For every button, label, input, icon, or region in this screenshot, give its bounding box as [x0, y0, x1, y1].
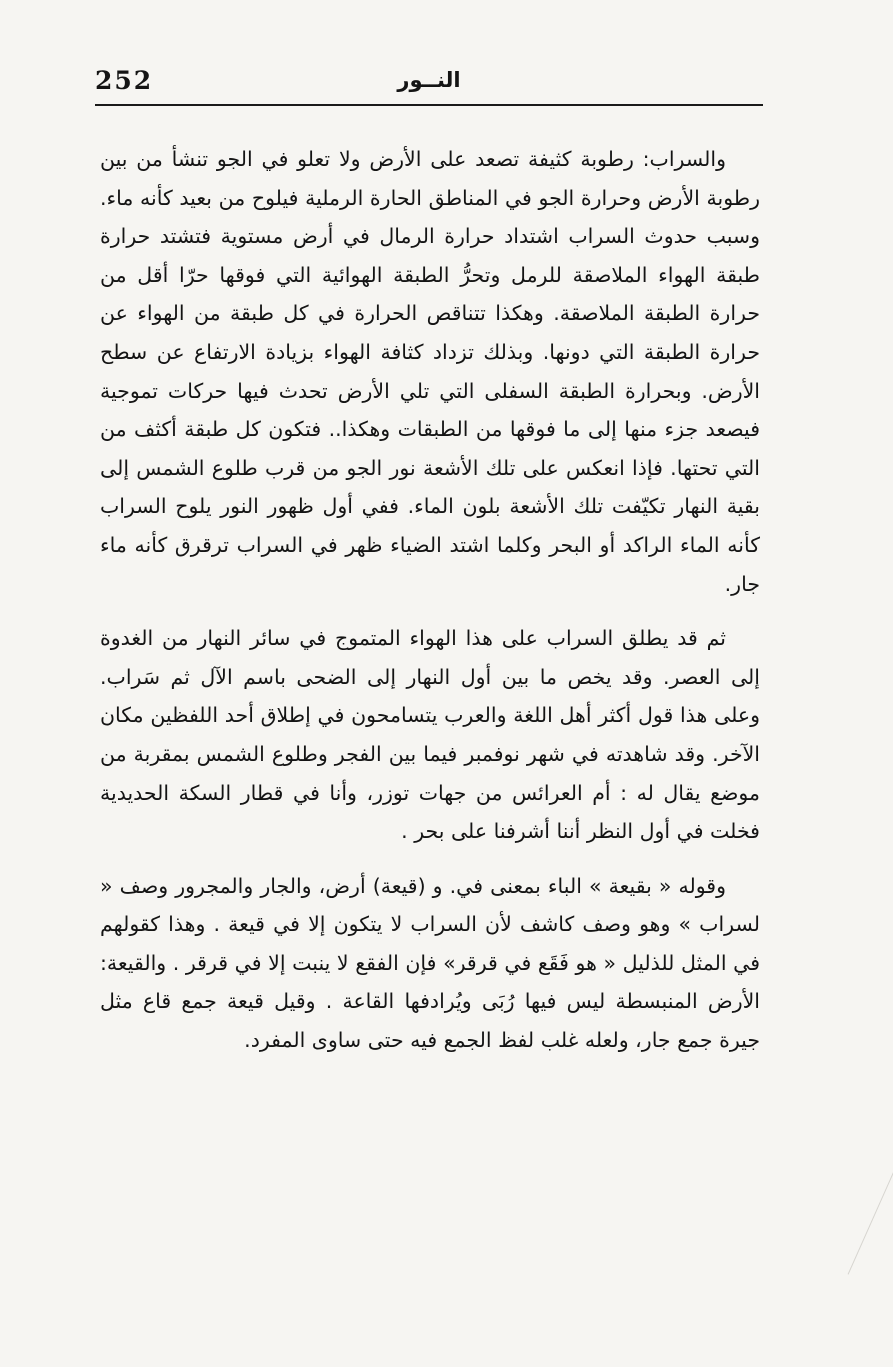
paragraph-mirage-definition: والسراب: رطوبة كثيفة تصعد على الأرض ولا تعلو في الجو تنشأ من بين رطوبة الأرض وحرارة الجو في المناطق الحارة الرملية فيلوح من بعيد كأنه ماء. وسبب حدوث السراب اشتداد حرارة الرمال في أرض مستوية فتشتد حرارة طبقة الهواء الملاصقة للرمل وتحرُّ الطبقة الهوائية التي فوقها حرّا أقل من حرارة الطبقة الملاصقة. وهكذا تتناقص الحرارة في كل طبقة من الهواء عن حرارة الطبقة التي دونها. وبذلك تزداد كثافة الهواء بزيادة الارتفاع عن سطح الأرض. وبحرارة الطبقة السفلى التي تلي الأرض تحدث فيها حركات تموجية فيصعد جزء منها إلى ما فوقها من الطبقات وهكذا.. فتكون كل طبقة أكثف من التي تحتها. فإذا انعكس على تلك الأشعة نور الجو من قرب طلوع الشمس إلى بقية النهار تكيّفت تلك الأشعة بلون الماء. ففي أول ظهور النور يلوح السراب كأنه الماء الراكد أو البحر وكلما اشتد الضياء ظهر في السراب ترقرق كأنه ماء جار.	[100, 147, 760, 596]
page-number: 252	[95, 66, 154, 95]
paragraph-qiah-explanation: وقوله « بقيعة » الباء بمعنى في. و (قيعة) أرض، والجار والمجرور وصف « لسراب » وهو وصف كاشف لأن السراب لا يتكون إلا في قيعة . وهذا كقولهم في المثل للذليل « هو فَقَع في قرقر» فإن الفقع لا ينبت إلا في قرقر . والقيعة: الأرض المنبسطة ليس فيها رُبَى ويُرادفها القاعة . وقيل قيعة جمع قاع مثل جيرة جمع جار، ولعله غلب لفظ الجمع فيه حتى ساوى المفرد.	[100, 873, 760, 1053]
page-margin-mark	[848, 1155, 893, 1274]
body-text	[100, 140, 760, 1060]
paragraph-mirage-usage: ثم قد يطلق السراب على هذا الهواء المتموج في سائر النهار من الغدوة إلى العصر. وقد يخص ما بين أول النهار إلى الضحى باسم الآل ثم سَراب. وعلى هذا قول أكثر أهل اللغة والعرب يتسامحون في إطلاق أحد اللفظين مكان الآخر. وقد شاهدته في شهر نوفمبر فيما بين الفجر وطلوع الشمس بمقربة من موضع يقال له : أم العرائس من جهات توزر، وأنا في قطار السكة الحديدية فخلت في أول النظر أننا أشرفنا على بحر .	[100, 626, 760, 844]
running-header	[95, 58, 763, 106]
running-title: النــور	[397, 68, 461, 92]
